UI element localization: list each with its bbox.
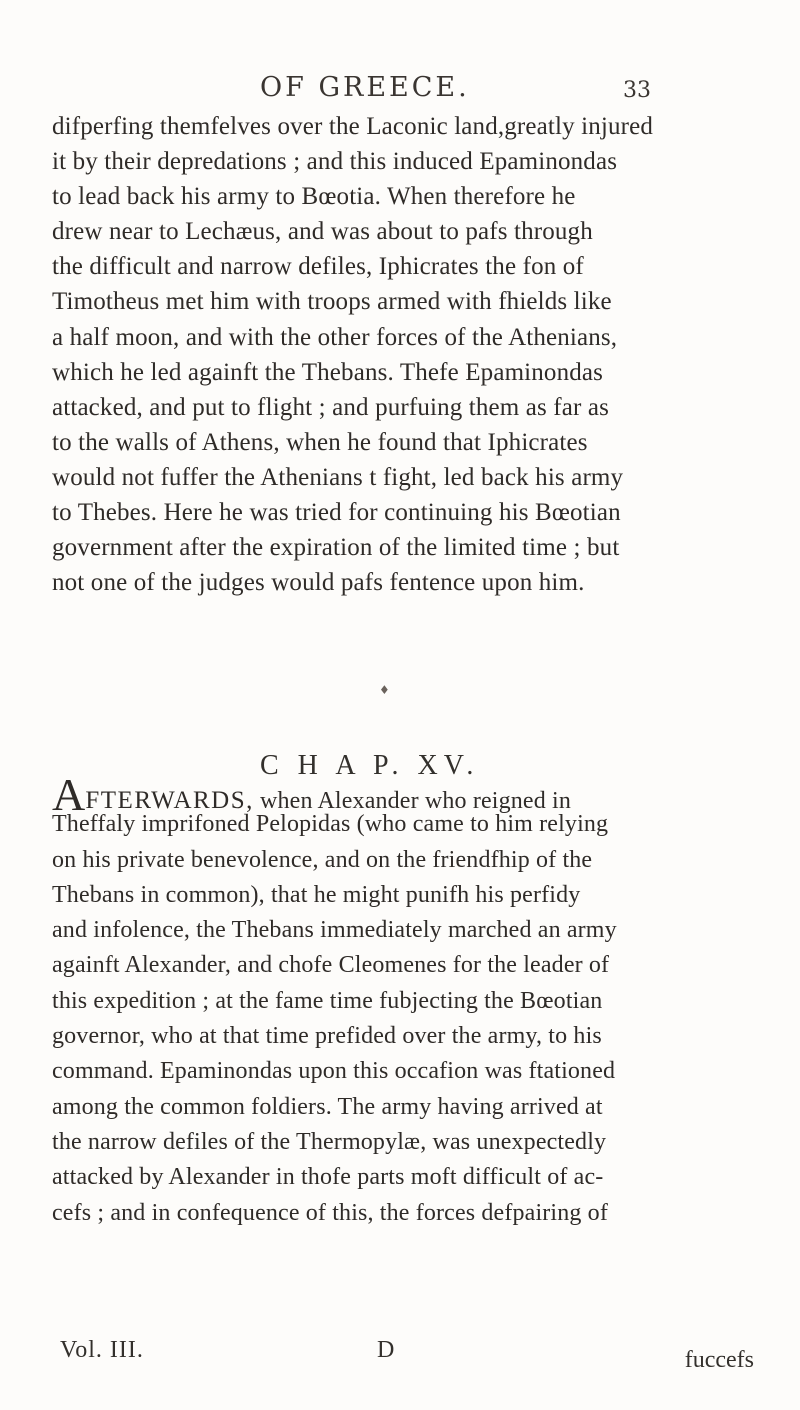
text-line: would not fuffer the Athenians t fight, led back his army bbox=[52, 463, 624, 491]
text-line: Thebans in common), that he might punifh his perfidy bbox=[52, 881, 581, 908]
text-line: cefs ; and in confequence of this, the forces defpairing of bbox=[52, 1199, 608, 1226]
text-line: command. Epaminondas upon this occafion was ftationed bbox=[52, 1058, 616, 1085]
text-line: drew near to Lechæus, and was about to pafs through bbox=[52, 218, 593, 246]
signature-mark: D bbox=[377, 1337, 395, 1363]
text-line: which he led againft the Thebans. Thefe Epaminondas bbox=[52, 358, 603, 386]
text-line: to lead back his army to Bœotia. When therefore he bbox=[52, 183, 576, 211]
text-line: it by their depredations ; and this induced Epaminondas bbox=[52, 148, 618, 176]
text-line: attacked by Alexander in thofe parts moft difficult of ac- bbox=[52, 1164, 604, 1191]
text-line: Timotheus met him with troops armed with fhields like bbox=[52, 288, 612, 316]
ornament-icon: ♦ bbox=[379, 683, 390, 697]
page-footer bbox=[52, 1337, 764, 1371]
text-line: Theffaly imprifoned Pelopidas (who came to him relying bbox=[52, 811, 609, 838]
text-line: on his private benevolence, and on the friendfhip of the bbox=[52, 846, 593, 873]
text-line: governor, who at that time prefided over the army, to his bbox=[52, 1023, 602, 1050]
text-line: a half moon, and with the other forces of the Athenians, bbox=[52, 323, 618, 351]
text-line: the difficult and narrow defiles, Iphicrates the fon of bbox=[52, 253, 584, 281]
text-line: difperfing themfelves over the Laconic land,greatly injured bbox=[52, 113, 653, 140]
paragraph-1 bbox=[52, 109, 764, 600]
text-line: not one of the judges would pafs fentence upon him. bbox=[52, 569, 585, 597]
chapter-heading: C H A P. XV. bbox=[260, 750, 480, 781]
text-line: to Thebes. Here he was tried for continuing his Bœotian bbox=[52, 499, 621, 527]
text-line: the narrow defiles of the Thermopylæ, was unexpectedly bbox=[52, 1128, 607, 1155]
first-word-rest: FTERWARDS, bbox=[85, 787, 254, 814]
text-line: and infolence, the Thebans immediately marched an army bbox=[52, 917, 617, 944]
first-line bbox=[52, 769, 764, 820]
paragraph-2 bbox=[52, 769, 764, 1231]
first-line-rest: when Alexander who reigned in bbox=[253, 788, 571, 814]
text-line: among the common foldiers. The army having arrived at bbox=[52, 1093, 603, 1120]
text-line: government after the expiration of the limited time ; but bbox=[52, 534, 620, 562]
text-line: this expedition ; at the fame time fubjecting the Bœotian bbox=[52, 987, 603, 1014]
drop-cap: A bbox=[52, 769, 86, 820]
text-line: attacked, and put to flight ; and purfuing them as far as bbox=[52, 393, 609, 421]
volume-label: Vol. III. bbox=[60, 1337, 144, 1363]
text-line: againft Alexander, and chofe Cleomenes for the leader of bbox=[52, 952, 610, 979]
catchword: fuccefs bbox=[684, 1347, 754, 1373]
text-line: to the walls of Athens, when he found that Iphicrates bbox=[52, 428, 588, 456]
page-number: 33 bbox=[623, 78, 651, 103]
running-title: OF GREECE. bbox=[260, 72, 470, 103]
running-head bbox=[260, 72, 590, 103]
